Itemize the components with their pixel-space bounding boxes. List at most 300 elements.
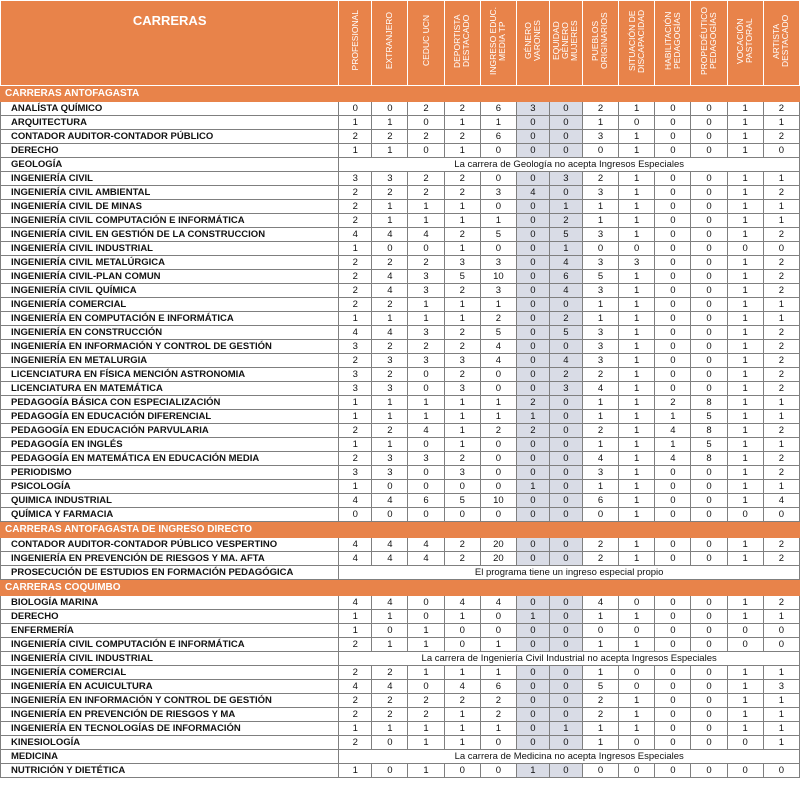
table-row bbox=[1, 708, 800, 722]
cell-value: 1 bbox=[727, 284, 763, 298]
cell-value: 0 bbox=[691, 186, 727, 200]
cell-value: 1 bbox=[727, 144, 763, 158]
cell-value: 1 bbox=[480, 396, 516, 410]
cell-value: 3 bbox=[582, 326, 618, 340]
cell-value: 2 bbox=[763, 452, 799, 466]
cell-value: 1 bbox=[339, 480, 372, 494]
cell-value: 1 bbox=[619, 424, 655, 438]
cell-value: 0 bbox=[691, 326, 727, 340]
cell-value: 2 bbox=[339, 666, 372, 680]
career-name: INGENIERÍA EN ACUICULTURA bbox=[1, 680, 339, 694]
cell-value: 0 bbox=[655, 638, 691, 652]
section-header-row bbox=[1, 86, 800, 102]
cell-value: 0 bbox=[516, 312, 549, 326]
cell-value: 0 bbox=[655, 256, 691, 270]
section-header-row bbox=[1, 522, 800, 538]
column-header bbox=[339, 1, 372, 86]
cell-value: 0 bbox=[516, 242, 549, 256]
cell-value: 0 bbox=[549, 396, 582, 410]
table-row bbox=[1, 200, 800, 214]
cell-value: 10 bbox=[480, 270, 516, 284]
cell-value: 1 bbox=[480, 722, 516, 736]
cell-value: 0 bbox=[549, 102, 582, 116]
cell-value: 1 bbox=[763, 116, 799, 130]
cell-value: 1 bbox=[619, 312, 655, 326]
cell-value: 1 bbox=[763, 666, 799, 680]
cell-value: 3 bbox=[582, 354, 618, 368]
cell-value: 1 bbox=[727, 722, 763, 736]
cell-value: 2 bbox=[339, 200, 372, 214]
cell-value: 0 bbox=[549, 552, 582, 566]
column-header-label: HABILITACIÓN PEDAGOGÍAS bbox=[662, 11, 682, 70]
column-header-label: PROPEDÉUTICO PEDAGOGÍAS bbox=[699, 6, 718, 75]
cell-value: 0 bbox=[480, 172, 516, 186]
career-name: INGENIERÍA EN PREVENCIÓN DE RIESGOS Y MA. AFTA bbox=[1, 552, 339, 566]
cell-value: 0 bbox=[655, 186, 691, 200]
cell-value: 2 bbox=[582, 694, 618, 708]
cell-value: 1 bbox=[339, 610, 372, 624]
table-row bbox=[1, 764, 800, 778]
cell-value: 1 bbox=[444, 144, 480, 158]
cell-value: 2 bbox=[582, 368, 618, 382]
cell-value: 0 bbox=[655, 382, 691, 396]
cell-value: 1 bbox=[763, 214, 799, 228]
cell-value: 1 bbox=[372, 610, 408, 624]
cell-value: 1 bbox=[408, 298, 444, 312]
table-row bbox=[1, 242, 800, 256]
cell-value: 1 bbox=[727, 200, 763, 214]
cell-value: 1 bbox=[408, 624, 444, 638]
table-row bbox=[1, 610, 800, 624]
cell-value: 3 bbox=[582, 186, 618, 200]
cell-value: 0 bbox=[691, 694, 727, 708]
cell-value: 2 bbox=[444, 538, 480, 552]
table-row bbox=[1, 326, 800, 340]
cell-value: 1 bbox=[727, 538, 763, 552]
cell-value: 2 bbox=[763, 382, 799, 396]
cell-value: 1 bbox=[444, 424, 480, 438]
column-header bbox=[619, 1, 655, 86]
cell-value: 0 bbox=[582, 624, 618, 638]
career-name: ANALÍSTA QUÍMICO bbox=[1, 102, 339, 116]
cell-value: 3 bbox=[516, 102, 549, 116]
cell-value: 5 bbox=[582, 680, 618, 694]
cell-value: 1 bbox=[372, 722, 408, 736]
cell-value: 0 bbox=[727, 508, 763, 522]
cell-value: 5 bbox=[582, 270, 618, 284]
cell-value: 0 bbox=[516, 354, 549, 368]
cell-value: 0 bbox=[549, 666, 582, 680]
cell-value: 0 bbox=[408, 438, 444, 452]
table-row bbox=[1, 736, 800, 750]
cell-value: 3 bbox=[408, 270, 444, 284]
cell-value: 0 bbox=[691, 256, 727, 270]
cell-value: 0 bbox=[691, 172, 727, 186]
cell-value: 1 bbox=[516, 610, 549, 624]
cell-value: 4 bbox=[372, 596, 408, 610]
cell-value: 0 bbox=[727, 736, 763, 750]
column-header bbox=[655, 1, 691, 86]
cell-value: 6 bbox=[549, 270, 582, 284]
cell-value: 0 bbox=[691, 596, 727, 610]
cell-value: 2 bbox=[763, 552, 799, 566]
cell-value: 1 bbox=[727, 596, 763, 610]
cell-value: 1 bbox=[619, 480, 655, 494]
career-name: LICENCIATURA EN FÍSICA MENCIÓN ASTRONOMIA bbox=[1, 368, 339, 382]
cell-value: 2 bbox=[444, 694, 480, 708]
cell-value: 0 bbox=[691, 200, 727, 214]
cell-value: 0 bbox=[549, 624, 582, 638]
cell-value: 0 bbox=[408, 680, 444, 694]
column-header-label: GÉNERO VARONES bbox=[522, 20, 542, 61]
cell-value: 4 bbox=[480, 596, 516, 610]
cell-value: 1 bbox=[763, 610, 799, 624]
column-header bbox=[582, 1, 618, 86]
cell-value: 1 bbox=[727, 424, 763, 438]
cell-value: 4 bbox=[372, 494, 408, 508]
cell-value: 0 bbox=[691, 466, 727, 480]
table-row bbox=[1, 508, 800, 522]
cell-value: 0 bbox=[655, 354, 691, 368]
cell-value: 1 bbox=[582, 438, 618, 452]
cell-value: 0 bbox=[372, 480, 408, 494]
cell-value: 1 bbox=[619, 368, 655, 382]
cell-value: 0 bbox=[691, 680, 727, 694]
table-row bbox=[1, 116, 800, 130]
cell-value: 0 bbox=[655, 680, 691, 694]
table-row bbox=[1, 256, 800, 270]
cell-value: 4 bbox=[480, 340, 516, 354]
cell-value: 1 bbox=[619, 200, 655, 214]
cell-value: 0 bbox=[763, 144, 799, 158]
career-name: LICENCIATURA EN MATEMÁTICA bbox=[1, 382, 339, 396]
cell-value: 3 bbox=[372, 172, 408, 186]
cell-value: 1 bbox=[727, 340, 763, 354]
cell-value: 2 bbox=[408, 708, 444, 722]
cell-value: 0 bbox=[516, 466, 549, 480]
cell-value: 0 bbox=[763, 508, 799, 522]
cell-value: 0 bbox=[655, 480, 691, 494]
cell-value: 0 bbox=[655, 130, 691, 144]
table-row bbox=[1, 424, 800, 438]
cell-value: 0 bbox=[691, 214, 727, 228]
cell-value: 1 bbox=[763, 694, 799, 708]
career-name: INGENIERÍA EN CONSTRUCCIÓN bbox=[1, 326, 339, 340]
column-header-label: EQUIDAD GÉNERO MUJERES bbox=[551, 20, 580, 61]
cell-value: 2 bbox=[372, 256, 408, 270]
cell-value: 1 bbox=[444, 666, 480, 680]
career-name: PSICOLOGÍA bbox=[1, 480, 339, 494]
cell-value: 0 bbox=[516, 144, 549, 158]
cell-value: 0 bbox=[516, 666, 549, 680]
cell-value: 1 bbox=[408, 410, 444, 424]
cell-value: 1 bbox=[727, 256, 763, 270]
cell-value: 3 bbox=[372, 354, 408, 368]
cell-value: 0 bbox=[480, 242, 516, 256]
cell-value: 1 bbox=[727, 298, 763, 312]
table-row bbox=[1, 284, 800, 298]
cell-value: 1 bbox=[480, 638, 516, 652]
cell-value: 2 bbox=[763, 354, 799, 368]
table-row bbox=[1, 680, 800, 694]
cell-value: 1 bbox=[763, 708, 799, 722]
cell-value: 4 bbox=[372, 680, 408, 694]
cell-value: 2 bbox=[763, 256, 799, 270]
cell-value: 2 bbox=[763, 130, 799, 144]
cell-value: 2 bbox=[763, 270, 799, 284]
cell-value: 4 bbox=[582, 596, 618, 610]
cell-value: 1 bbox=[619, 538, 655, 552]
cell-value: 0 bbox=[372, 624, 408, 638]
cell-value: 0 bbox=[516, 452, 549, 466]
cell-value: 0 bbox=[691, 242, 727, 256]
cell-value: 3 bbox=[408, 326, 444, 340]
career-name: INGENIERÍA EN TECNOLOGÍAS DE INFORMACIÓN bbox=[1, 722, 339, 736]
cell-value: 2 bbox=[339, 424, 372, 438]
cell-value: 1 bbox=[619, 638, 655, 652]
career-name: INGENIERÍA CIVIL bbox=[1, 172, 339, 186]
cell-value: 2 bbox=[549, 214, 582, 228]
table-row bbox=[1, 666, 800, 680]
cell-value: 6 bbox=[480, 680, 516, 694]
cell-value: 1 bbox=[372, 200, 408, 214]
cell-value: 4 bbox=[408, 552, 444, 566]
cell-value: 0 bbox=[549, 694, 582, 708]
cell-value: 0 bbox=[691, 130, 727, 144]
cell-value: 1 bbox=[582, 480, 618, 494]
cell-value: 2 bbox=[444, 186, 480, 200]
cell-value: 0 bbox=[619, 624, 655, 638]
section-title: CARRERAS ANTOFAGASTA DE INGRESO DIRECTO bbox=[1, 522, 800, 538]
cell-value: 2 bbox=[444, 340, 480, 354]
table-row bbox=[1, 186, 800, 200]
cell-value: 0 bbox=[549, 466, 582, 480]
cell-value: 0 bbox=[444, 624, 480, 638]
cell-value: 0 bbox=[516, 624, 549, 638]
cell-value: 2 bbox=[339, 284, 372, 298]
cell-value: 0 bbox=[480, 480, 516, 494]
cell-value: 0 bbox=[763, 624, 799, 638]
cell-value: 2 bbox=[408, 102, 444, 116]
cell-value: 2 bbox=[339, 130, 372, 144]
table-row bbox=[1, 480, 800, 494]
cell-value: 0 bbox=[516, 494, 549, 508]
cell-value: 0 bbox=[549, 610, 582, 624]
cell-value: 0 bbox=[691, 494, 727, 508]
career-name: MEDICINA bbox=[1, 750, 339, 764]
cell-value: 0 bbox=[691, 708, 727, 722]
cell-value: 1 bbox=[727, 708, 763, 722]
cell-value: 0 bbox=[516, 256, 549, 270]
cell-value: 2 bbox=[582, 538, 618, 552]
cell-value: 1 bbox=[727, 312, 763, 326]
cell-value: 0 bbox=[516, 382, 549, 396]
cell-value: 1 bbox=[444, 116, 480, 130]
table-row bbox=[1, 566, 800, 580]
column-header bbox=[408, 1, 444, 86]
table-row bbox=[1, 652, 800, 666]
column-header-label: SITUACIÓN DE DISCAPACIDAD bbox=[626, 8, 646, 73]
cell-value: 0 bbox=[480, 466, 516, 480]
cell-value: 3 bbox=[339, 382, 372, 396]
cell-value: 2 bbox=[763, 326, 799, 340]
career-name: INGENIERÍA CIVIL-PLAN COMUN bbox=[1, 270, 339, 284]
cell-value: 2 bbox=[763, 284, 799, 298]
cell-value: 0 bbox=[691, 270, 727, 284]
cell-value: 1 bbox=[480, 214, 516, 228]
cell-value: 0 bbox=[480, 382, 516, 396]
cell-value: 2 bbox=[763, 340, 799, 354]
table-row bbox=[1, 552, 800, 566]
cell-value: 0 bbox=[691, 764, 727, 778]
cell-value: 0 bbox=[582, 764, 618, 778]
table-row bbox=[1, 214, 800, 228]
column-header-label: PROFESIONAL bbox=[349, 10, 360, 71]
cell-value: 1 bbox=[619, 270, 655, 284]
cell-value: 1 bbox=[549, 242, 582, 256]
cell-value: 1 bbox=[727, 368, 763, 382]
cell-value: 6 bbox=[408, 494, 444, 508]
cell-value: 2 bbox=[408, 340, 444, 354]
cell-value: 4 bbox=[372, 270, 408, 284]
cell-value: 1 bbox=[372, 638, 408, 652]
cell-value: 2 bbox=[339, 694, 372, 708]
cell-value: 0 bbox=[619, 736, 655, 750]
cell-value: 2 bbox=[372, 424, 408, 438]
cell-value: 2 bbox=[339, 270, 372, 284]
section-header-row bbox=[1, 580, 800, 596]
cell-value: 1 bbox=[582, 200, 618, 214]
cell-value: 1 bbox=[582, 298, 618, 312]
column-header-label: VOCACIÓN PASTORAL bbox=[735, 17, 755, 64]
cell-value: 1 bbox=[516, 480, 549, 494]
cell-value: 1 bbox=[582, 722, 618, 736]
cell-value: 0 bbox=[763, 242, 799, 256]
cell-value: 0 bbox=[516, 284, 549, 298]
cell-value: 0 bbox=[655, 666, 691, 680]
section-title: CARRERAS ANTOFAGASTA bbox=[1, 86, 800, 102]
cell-value: 1 bbox=[339, 242, 372, 256]
cell-value: 1 bbox=[619, 494, 655, 508]
career-name: INGENIERÍA EN PREVENCIÓN DE RIESGOS Y MA bbox=[1, 708, 339, 722]
cell-value: 1 bbox=[372, 144, 408, 158]
career-name: CONTADOR AUDITOR-CONTADOR PÚBLICO bbox=[1, 130, 339, 144]
cell-value: 0 bbox=[549, 116, 582, 130]
cell-value: 2 bbox=[763, 368, 799, 382]
cell-value: 1 bbox=[444, 242, 480, 256]
cell-value: 0 bbox=[691, 354, 727, 368]
cell-value: 0 bbox=[691, 284, 727, 298]
cell-value: 4 bbox=[655, 452, 691, 466]
cell-value: 1 bbox=[444, 214, 480, 228]
cell-value: 1 bbox=[444, 200, 480, 214]
cell-value: 1 bbox=[549, 722, 582, 736]
cell-value: 0 bbox=[763, 764, 799, 778]
cell-value: 0 bbox=[549, 438, 582, 452]
column-header bbox=[516, 1, 549, 86]
cell-value: 8 bbox=[691, 424, 727, 438]
cell-value: 1 bbox=[339, 438, 372, 452]
career-name: INGENIERÍA EN INFORMACIÓN Y CONTROL DE GESTIÓN bbox=[1, 340, 339, 354]
table-row bbox=[1, 270, 800, 284]
cell-value: 1 bbox=[763, 312, 799, 326]
cell-value: 1 bbox=[619, 382, 655, 396]
career-name: INGENIERÍA CIVIL AMBIENTAL bbox=[1, 186, 339, 200]
table-row bbox=[1, 158, 800, 172]
cell-value: 0 bbox=[372, 242, 408, 256]
table-row bbox=[1, 694, 800, 708]
cell-value: 4 bbox=[372, 284, 408, 298]
cell-value: 1 bbox=[582, 610, 618, 624]
cell-value: 6 bbox=[480, 102, 516, 116]
cell-value: 1 bbox=[372, 116, 408, 130]
career-name: INGENIERÍA EN COMPUTACIÓN E INFORMÁTICA bbox=[1, 312, 339, 326]
cell-value: 4 bbox=[339, 326, 372, 340]
cell-value: 1 bbox=[408, 312, 444, 326]
cell-value: 3 bbox=[549, 382, 582, 396]
career-name: DERECHO bbox=[1, 610, 339, 624]
cell-value: 2 bbox=[339, 452, 372, 466]
table-row bbox=[1, 438, 800, 452]
cell-value: 1 bbox=[444, 298, 480, 312]
cell-value: 4 bbox=[372, 552, 408, 566]
cell-value: 3 bbox=[339, 368, 372, 382]
cell-value: 1 bbox=[372, 438, 408, 452]
row-note: La carrera de Ingeniería Civil Industrial no acepta Ingresos Especiales bbox=[339, 652, 800, 666]
cell-value: 0 bbox=[516, 368, 549, 382]
cell-value: 0 bbox=[408, 368, 444, 382]
cell-value: 1 bbox=[582, 410, 618, 424]
cell-value: 1 bbox=[619, 410, 655, 424]
cell-value: 0 bbox=[655, 722, 691, 736]
cell-value: 0 bbox=[516, 538, 549, 552]
cell-value: 0 bbox=[691, 538, 727, 552]
table-row bbox=[1, 722, 800, 736]
cell-value: 0 bbox=[549, 130, 582, 144]
cell-value: 0 bbox=[516, 736, 549, 750]
cell-value: 2 bbox=[763, 466, 799, 480]
cell-value: 0 bbox=[691, 312, 727, 326]
cell-value: 0 bbox=[516, 172, 549, 186]
cell-value: 0 bbox=[619, 242, 655, 256]
cell-value: 2 bbox=[408, 130, 444, 144]
cell-value: 4 bbox=[372, 326, 408, 340]
cell-value: 1 bbox=[339, 764, 372, 778]
cell-value: 2 bbox=[763, 228, 799, 242]
cell-value: 1 bbox=[727, 396, 763, 410]
cell-value: 0 bbox=[691, 340, 727, 354]
table-row bbox=[1, 312, 800, 326]
cell-value: 4 bbox=[372, 538, 408, 552]
cell-value: 2 bbox=[372, 340, 408, 354]
cell-value: 0 bbox=[727, 242, 763, 256]
career-name: INGENIERÍA COMERCIAL bbox=[1, 298, 339, 312]
cell-value: 0 bbox=[727, 764, 763, 778]
column-header bbox=[549, 1, 582, 86]
table-row bbox=[1, 750, 800, 764]
cell-value: 0 bbox=[655, 610, 691, 624]
cell-value: 1 bbox=[339, 722, 372, 736]
cell-value: 0 bbox=[516, 694, 549, 708]
cell-value: 0 bbox=[516, 116, 549, 130]
cell-value: 1 bbox=[763, 396, 799, 410]
cell-value: 2 bbox=[339, 736, 372, 750]
cell-value: 4 bbox=[339, 228, 372, 242]
cell-value: 2 bbox=[444, 228, 480, 242]
cell-value: 0 bbox=[516, 298, 549, 312]
cell-value: 2 bbox=[372, 708, 408, 722]
cell-value: 2 bbox=[516, 424, 549, 438]
